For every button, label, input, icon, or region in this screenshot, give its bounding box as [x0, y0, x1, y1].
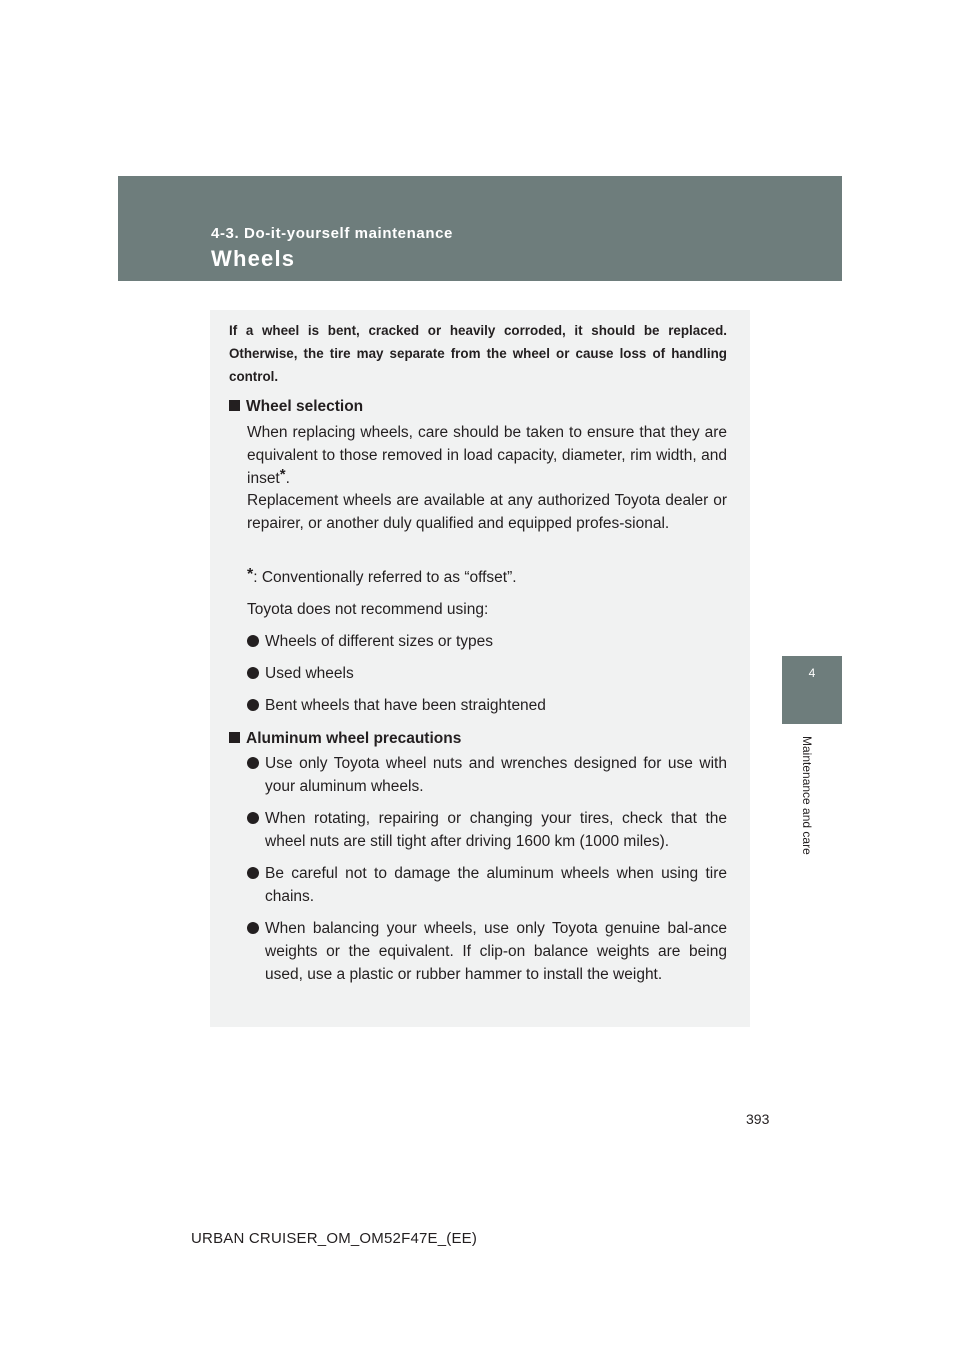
bullet-icon [247, 867, 259, 879]
chapter-tab [782, 656, 842, 724]
wheel-selection-heading [229, 396, 363, 418]
list-item: When rotating, repairing or changing your tires, check that the wheel nuts are still tight after driving 1600 km (1000 miles). [247, 808, 727, 854]
recommend-text: Toyota does not recommend using: [247, 601, 489, 618]
aluminum-heading-text: Aluminum wheel precautions [246, 730, 462, 747]
list-item: Wheels of different sizes or types [247, 631, 727, 654]
content-panel [210, 310, 750, 1027]
list-item: Use only Toyota wheel nuts and wrenches designed for use with your aluminum wheels. [247, 753, 727, 799]
note-mark: * [247, 566, 254, 583]
intro-text: If a wheel is bent, cracked or heavily corroded, it should be replaced. Otherwise, the tire may separate from the wheel or cause loss of handling control. [229, 323, 727, 384]
section-label: 4-3. Do-it-yourself maintenance [211, 225, 453, 242]
bullet-icon [247, 635, 259, 647]
square-bullet-icon [229, 400, 240, 411]
replacement-paragraph: Replacement wheels are available at any authorized Toyota dealer or repairer, or another duly qualified and equipped profes-sional. [247, 492, 727, 532]
list-item: Be careful not to damage the aluminum wheels when using tire chains. [247, 863, 727, 909]
footnote-mark: * [279, 465, 286, 483]
bullet-icon [247, 757, 259, 769]
list-item: Bent wheels that have been straightened [247, 695, 727, 718]
bullet-icon [247, 812, 259, 824]
page-number: 393 [746, 1111, 770, 1127]
page-header [118, 176, 842, 281]
list-item: When balancing your wheels, use only Toyota genuine bal-ance weights or the equivalent. If clip-on balance weights are being used, use a plastic or rubber hammer to install the weight. [247, 918, 727, 986]
wheel-selection-text: When replacing wheels, care should be taken to ensure that they are equivalent to those removed in load capacity, diameter, rim width, and inset [247, 424, 727, 487]
wheel-selection-heading-text: Wheel selection [246, 398, 364, 415]
wheel-selection-paragraph [247, 422, 727, 490]
bullet-icon [247, 699, 259, 711]
square-bullet-icon [229, 732, 240, 743]
page-title: Wheels [211, 246, 296, 271]
bullet-icon [247, 922, 259, 934]
offset-note [247, 567, 727, 590]
chapter-number: 4 [808, 666, 816, 680]
list-item: Used wheels [247, 663, 727, 686]
note-text: : Conventionally referred to as “offset”. [253, 569, 517, 586]
bullet-icon [247, 667, 259, 679]
chapter-label: Maintenance and care [800, 736, 814, 855]
sentence-end: . [285, 469, 290, 487]
document-code: URBAN CRUISER_OM_OM52F47E_(EE) [191, 1230, 478, 1247]
aluminum-heading [229, 728, 461, 750]
